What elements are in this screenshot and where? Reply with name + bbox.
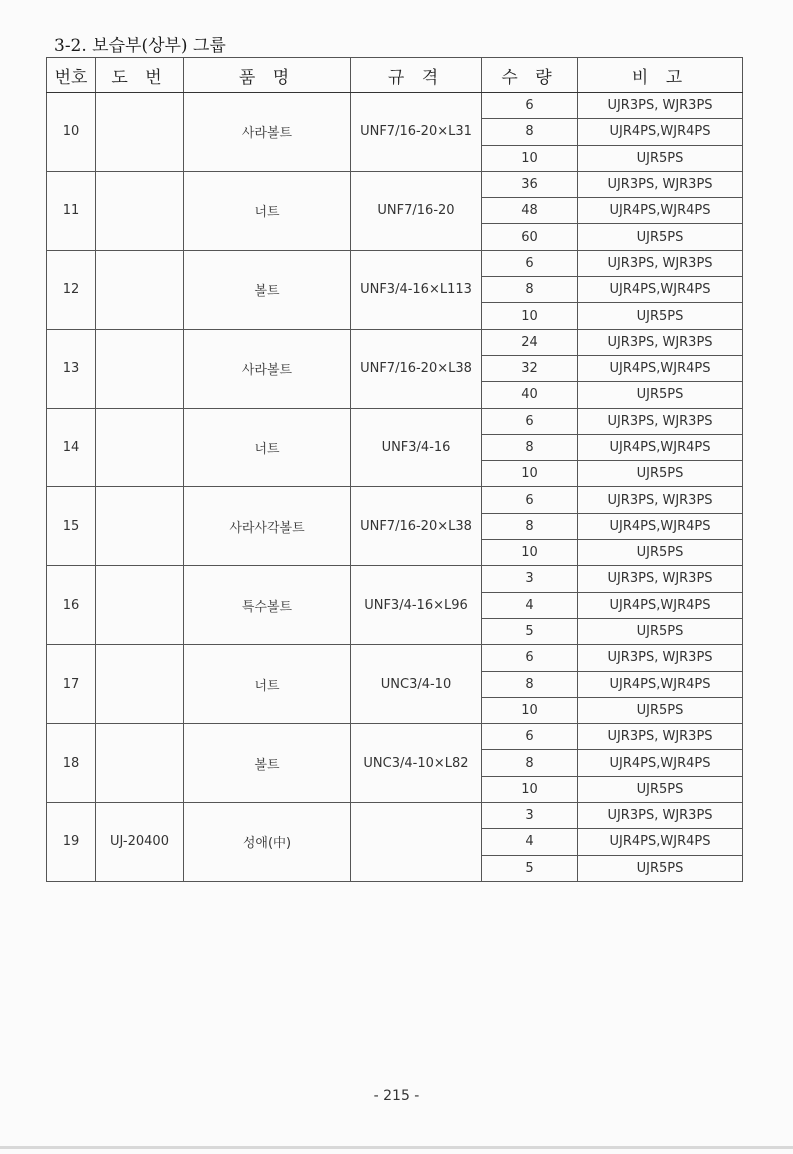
spec-cell [351, 803, 482, 882]
drawing-number-cell [96, 329, 184, 408]
note-cell: UJR5PS [578, 461, 743, 487]
page-bottom-edge [0, 1146, 793, 1149]
table-row [47, 645, 743, 671]
parts-table [46, 57, 743, 882]
part-name-cell: 사라사각볼트 [184, 487, 351, 566]
note-cell: UJR4PS,WJR4PS [578, 750, 743, 776]
quantity-cell: 5 [482, 618, 578, 644]
note-cell: UJR4PS,WJR4PS [578, 829, 743, 855]
quantity-cell: 8 [482, 434, 578, 460]
spec-cell: UNC3/4-10×L82 [351, 724, 482, 803]
quantity-cell: 5 [482, 855, 578, 881]
note-cell: UJR3PS, WJR3PS [578, 329, 743, 355]
quantity-cell: 6 [482, 645, 578, 671]
quantity-cell: 6 [482, 487, 578, 513]
section-heading: 3-2. 보습부(상부) 그룹 [54, 36, 226, 56]
part-name-cell: 사라볼트 [184, 93, 351, 172]
drawing-number-cell: UJ-20400 [96, 803, 184, 882]
part-number-cell: 10 [47, 93, 96, 172]
quantity-cell: 8 [482, 513, 578, 539]
note-cell: UJR5PS [578, 855, 743, 881]
table-row [47, 487, 743, 513]
quantity-cell: 8 [482, 671, 578, 697]
table-row [47, 329, 743, 355]
drawing-number-cell [96, 250, 184, 329]
note-cell: UJR4PS,WJR4PS [578, 277, 743, 303]
note-cell: UJR5PS [578, 540, 743, 566]
quantity-cell: 8 [482, 119, 578, 145]
table-row [47, 803, 743, 829]
quantity-cell: 40 [482, 382, 578, 408]
quantity-cell: 48 [482, 198, 578, 224]
quantity-cell: 10 [482, 540, 578, 566]
spec-cell: UNC3/4-10 [351, 645, 482, 724]
part-number-cell: 15 [47, 487, 96, 566]
drawing-number-cell [96, 487, 184, 566]
note-cell: UJR5PS [578, 303, 743, 329]
part-name-cell: 특수볼트 [184, 566, 351, 645]
spec-cell: UNF7/16-20×L38 [351, 487, 482, 566]
quantity-cell: 36 [482, 171, 578, 197]
part-name-cell: 너트 [184, 171, 351, 250]
note-cell: UJR3PS, WJR3PS [578, 645, 743, 671]
part-number-cell: 17 [47, 645, 96, 724]
drawing-number-cell [96, 93, 184, 172]
quantity-cell: 6 [482, 724, 578, 750]
note-cell: UJR3PS, WJR3PS [578, 93, 743, 119]
spec-cell: UNF7/16-20 [351, 171, 482, 250]
part-name-cell: 너트 [184, 408, 351, 487]
spec-cell: UNF7/16-20×L31 [351, 93, 482, 172]
table-row [47, 93, 743, 119]
note-cell: UJR4PS,WJR4PS [578, 119, 743, 145]
part-number-cell: 19 [47, 803, 96, 882]
part-name-cell: 사라볼트 [184, 329, 351, 408]
note-cell: UJR3PS, WJR3PS [578, 171, 743, 197]
note-cell: UJR3PS, WJR3PS [578, 408, 743, 434]
table-row [47, 171, 743, 197]
note-cell: UJR4PS,WJR4PS [578, 671, 743, 697]
quantity-cell: 6 [482, 93, 578, 119]
part-number-cell: 13 [47, 329, 96, 408]
quantity-cell: 10 [482, 776, 578, 802]
column-header-drawing: 도 번 [96, 58, 184, 93]
table-row [47, 724, 743, 750]
note-cell: UJR4PS,WJR4PS [578, 592, 743, 618]
quantity-cell: 4 [482, 592, 578, 618]
quantity-cell: 10 [482, 461, 578, 487]
spec-cell: UNF7/16-20×L38 [351, 329, 482, 408]
note-cell: UJR3PS, WJR3PS [578, 250, 743, 276]
quantity-cell: 6 [482, 250, 578, 276]
page-number: - 215 - [373, 1088, 420, 1104]
quantity-cell: 60 [482, 224, 578, 250]
note-cell: UJR5PS [578, 618, 743, 644]
spec-cell: UNF3/4-16 [351, 408, 482, 487]
note-cell: UJR5PS [578, 697, 743, 723]
drawing-number-cell [96, 566, 184, 645]
column-header-qty: 수 량 [482, 58, 578, 93]
table-row [47, 408, 743, 434]
quantity-cell: 32 [482, 355, 578, 381]
part-number-cell: 18 [47, 724, 96, 803]
note-cell: UJR3PS, WJR3PS [578, 724, 743, 750]
note-cell: UJR3PS, WJR3PS [578, 566, 743, 592]
drawing-number-cell [96, 724, 184, 803]
note-cell: UJR4PS,WJR4PS [578, 434, 743, 460]
column-header-number: 번호 [47, 58, 96, 93]
note-cell: UJR5PS [578, 145, 743, 171]
quantity-cell: 3 [482, 566, 578, 592]
note-cell: UJR3PS, WJR3PS [578, 803, 743, 829]
note-cell: UJR5PS [578, 224, 743, 250]
quantity-cell: 24 [482, 329, 578, 355]
quantity-cell: 3 [482, 803, 578, 829]
table-row [47, 566, 743, 592]
part-name-cell: 너트 [184, 645, 351, 724]
quantity-cell: 6 [482, 408, 578, 434]
table-body [47, 93, 743, 882]
quantity-cell: 4 [482, 829, 578, 855]
column-header-name: 품 명 [184, 58, 351, 93]
quantity-cell: 8 [482, 277, 578, 303]
part-number-cell: 12 [47, 250, 96, 329]
spec-cell: UNF3/4-16×L96 [351, 566, 482, 645]
quantity-cell: 10 [482, 697, 578, 723]
note-cell: UJR4PS,WJR4PS [578, 355, 743, 381]
table-row [47, 250, 743, 276]
note-cell: UJR5PS [578, 382, 743, 408]
drawing-number-cell [96, 408, 184, 487]
quantity-cell: 8 [482, 750, 578, 776]
quantity-cell: 10 [482, 303, 578, 329]
note-cell: UJR4PS,WJR4PS [578, 513, 743, 539]
part-name-cell: 성애(中) [184, 803, 351, 882]
part-number-cell: 16 [47, 566, 96, 645]
part-number-cell: 11 [47, 171, 96, 250]
note-cell: UJR3PS, WJR3PS [578, 487, 743, 513]
column-header-note: 비 고 [578, 58, 743, 93]
drawing-number-cell [96, 171, 184, 250]
table-header-row [47, 58, 743, 93]
drawing-number-cell [96, 645, 184, 724]
note-cell: UJR5PS [578, 776, 743, 802]
part-number-cell: 14 [47, 408, 96, 487]
note-cell: UJR4PS,WJR4PS [578, 198, 743, 224]
column-header-spec: 규 격 [351, 58, 482, 93]
spec-cell: UNF3/4-16×L113 [351, 250, 482, 329]
quantity-cell: 10 [482, 145, 578, 171]
part-name-cell: 볼트 [184, 250, 351, 329]
part-name-cell: 볼트 [184, 724, 351, 803]
